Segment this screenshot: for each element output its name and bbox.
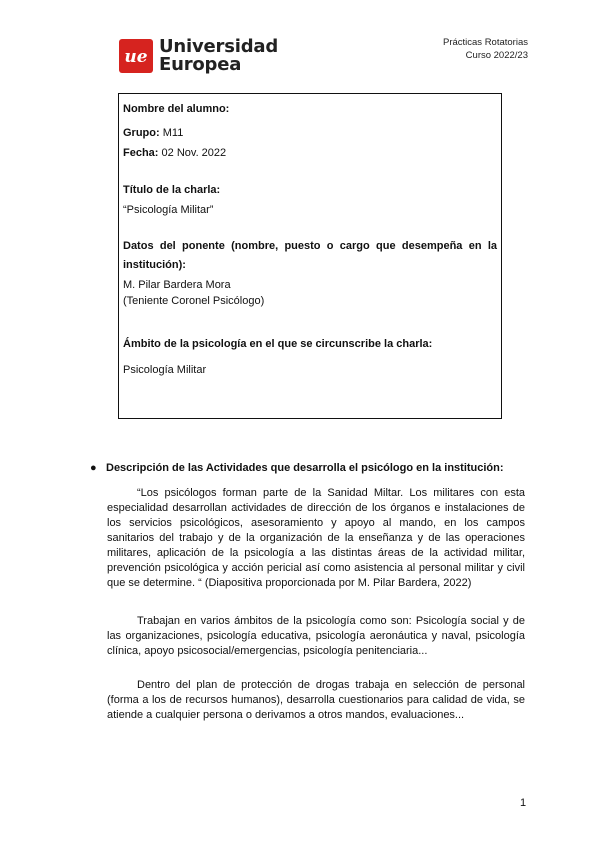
section-heading-text: Descripción de las Actividades que desarrolla el psicólogo en la institución: [106, 462, 504, 474]
paragraph-2 [107, 614, 525, 659]
paragraph-1 [107, 486, 525, 591]
speaker-label: Datos del ponente (nombre, puesto o cargo que desempeña en la institución): [123, 240, 497, 271]
paragraph-1-text: “Los psicólogos forman parte de la Sanidad Miltar. Los militares con esta especialidad desarrollan actividades de dirección de los órganos e instalaciones de los servicios psicológicos, asesoramiento y apoyo al mando, en los campos sanitarios del trabajo y de la organización de la enseñanza y de las operaciones militares, aplicación de la psicología a las distintas áreas de la actividad militar, prevención psicológica y acción pericial así como asistencia al personal militar y civil que se determine. “ (Diapositiva proporcionada por M. Pilar Bardera, 2022) [107, 487, 525, 589]
paragraph-3 [107, 678, 525, 723]
date-label: Fecha: [123, 147, 159, 159]
course-line-2: Curso 2022/23 [465, 50, 528, 61]
date-row [123, 145, 497, 161]
talk-info-box [118, 93, 502, 419]
student-label: Nombre del alumno: [123, 103, 230, 115]
group-row [123, 125, 497, 141]
paragraph-2-text: Trabajan en varios ámbitos de la psicología como son: Psicología social y de las organizaciones, psicología educativa, psicología aeronáutica y naval, psicología clínica, apoyo psicosocial/emergencias, psicología penitenciaria... [107, 615, 525, 657]
svg-text:ue: ue [124, 47, 148, 67]
group-value: M11 [162, 127, 184, 139]
speaker-role: (Teniente Coronel Psicólogo) [123, 295, 265, 307]
section-heading [90, 462, 504, 474]
talk-title-value: “Psicología Militar” [123, 204, 214, 216]
logo-line-2: Europea [159, 54, 242, 75]
scope-label: Ámbito de la psicología en el que se circunscribe la charla: [123, 338, 433, 350]
bullet-icon: ● [90, 462, 97, 474]
speaker-name: M. Pilar Bardera Mora [123, 279, 231, 291]
page-number: 1 [520, 797, 527, 809]
date-value: 02 Nov. 2022 [161, 147, 227, 159]
logo-line-1: Universidad [159, 36, 279, 57]
talk-title-label: Título de la charla: [123, 184, 221, 196]
scope-value: Psicología Militar [123, 364, 207, 376]
paragraph-3-text: Dentro del plan de protección de drogas trabaja en selección de personal (forma a los de recursos humanos), desarrolla cuestionarios para calidad de vida, se atiende a cualquier persona o derivamos a otros mandos, evaluaciones... [107, 679, 525, 721]
group-label: Grupo: [123, 127, 160, 139]
university-logo [119, 36, 278, 76]
course-info [443, 36, 528, 62]
course-line-1: Prácticas Rotatorias [442, 37, 528, 48]
ue-logo-icon [119, 39, 153, 73]
